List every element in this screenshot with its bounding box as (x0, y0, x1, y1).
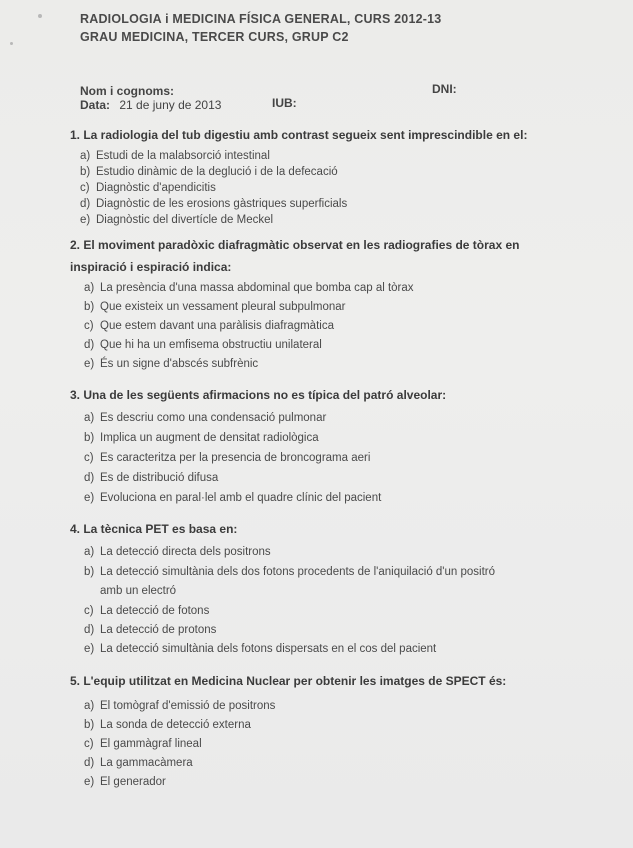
option-letter: a) (80, 150, 91, 162)
option-text: La detecció simultània dels dos fotons procedents de l'aniquilació d'un positró (100, 566, 495, 578)
option-4c (84, 605, 209, 617)
option-text: La detecció directa dels positrons (100, 546, 271, 558)
option-1c (80, 182, 216, 194)
dni-label: DNI: (432, 82, 457, 96)
option-letter: e) (84, 492, 95, 504)
option-letter: d) (80, 198, 91, 210)
option-text: Que estem davant una paràlisis diafragmàtica (100, 320, 334, 332)
option-letter: d) (84, 472, 95, 484)
option-2e (84, 358, 258, 370)
option-letter: e) (84, 358, 95, 370)
option-letter: d) (84, 757, 95, 769)
option-letter: b) (80, 166, 91, 178)
option-text: Diagnòstic del divertícle de Meckel (96, 214, 274, 226)
option-letter: c) (84, 605, 94, 617)
option-text: El tomògraf d'emissió de positrons (100, 700, 276, 712)
option-text: Es caracteritza per la presencia de broncograma aeri (100, 452, 371, 464)
option-letter: c) (84, 738, 94, 750)
question-2-line1: 2. El moviment paradòxic diafragmàtic observat en les radiografies de tòrax en (70, 238, 520, 252)
option-letter: d) (84, 339, 95, 351)
option-text: La sonda de detecció externa (100, 719, 251, 731)
option-5a (84, 700, 275, 712)
question-4: 4. La tècnica PET es basa en: (70, 522, 238, 536)
option-4b-continuation: amb un electró (100, 585, 177, 597)
option-4b (84, 566, 495, 578)
option-text: Es de distribució difusa (100, 472, 219, 484)
option-text: Es descriu como una condensació pulmonar (100, 412, 327, 424)
option-1e (80, 214, 273, 226)
option-text: La detecció de fotons (100, 605, 210, 617)
option-3a (84, 412, 326, 424)
option-3c (84, 452, 370, 464)
option-text: Estudi de la malabsorció intestinal (96, 150, 270, 162)
option-3b (84, 432, 319, 444)
option-letter: b) (84, 432, 95, 444)
paper-speck (10, 42, 13, 45)
option-text: Que hi ha un emfisema obstructiu unilateral (100, 339, 322, 351)
question-5: 5. L'equip utilitzat en Medicina Nuclear per obtenir les imatges de SPECT és: (70, 674, 507, 688)
option-letter: a) (84, 282, 95, 294)
option-5b (84, 719, 251, 731)
option-text: El gammàgraf lineal (100, 738, 202, 750)
option-2b (84, 301, 345, 313)
date-value: 21 de juny de 2013 (119, 98, 222, 112)
option-text: És un signe d'abscés subfrènic (100, 358, 259, 370)
paper-speck (38, 14, 42, 18)
option-text: La gammacàmera (100, 757, 193, 769)
date-label: Data: (80, 98, 111, 112)
option-4e (84, 643, 436, 655)
option-text: Evoluciona en paral·lel amb el quadre clínic del pacient (100, 492, 382, 504)
option-letter: a) (84, 700, 95, 712)
option-text: Diagnòstic de les erosions gàstriques superficials (96, 198, 348, 210)
option-letter: e) (80, 214, 91, 226)
option-5e (84, 776, 166, 788)
option-text: La detecció de protons (100, 624, 217, 636)
option-letter: b) (84, 719, 95, 731)
option-letter: c) (84, 320, 94, 332)
iub-label: IUB: (272, 96, 297, 110)
option-text: Estudio dinàmic de la deglució i de la defecació (96, 166, 338, 178)
question-3: 3. Una de les següents afirmacions no es típica del patró alveolar: (70, 388, 447, 402)
option-text: La presència d'una massa abdominal que bomba cap al tòrax (100, 282, 414, 294)
option-4d (84, 624, 216, 636)
option-letter: e) (84, 776, 95, 788)
option-2c (84, 320, 334, 332)
option-letter: c) (84, 452, 94, 464)
option-text: La detecció simultània dels fotons dispersats en el cos del pacient (100, 643, 437, 655)
option-letter: e) (84, 643, 95, 655)
option-1a (80, 150, 270, 162)
option-2a (84, 282, 414, 294)
option-letter: a) (84, 546, 95, 558)
option-text: Implica un augment de densitat radiològica (100, 432, 319, 444)
date-field (80, 98, 221, 112)
option-text: Que existeix un vessament pleural subpulmonar (100, 301, 346, 313)
question-1: 1. La radiologia del tub digestiu amb contrast segueix sent imprescindible en el: (70, 128, 528, 142)
course-subtitle: GRAU MEDICINA, TERCER CURS, GRUP C2 (80, 30, 349, 44)
option-letter: d) (84, 624, 95, 636)
option-5c (84, 738, 202, 750)
name-label: Nom i cognoms: (80, 84, 175, 98)
option-text: Diagnòstic d'apendicitis (96, 182, 216, 194)
option-1d (80, 198, 347, 210)
course-title: RADIOLOGIA i MEDICINA FÍSICA GENERAL, CURS 2012-13 (80, 12, 442, 26)
option-1b (80, 166, 338, 178)
option-letter: b) (84, 566, 95, 578)
question-2-line2: inspiració i espiració indica: (70, 260, 232, 274)
option-text: El generador (100, 776, 166, 788)
option-letter: b) (84, 301, 95, 313)
option-letter: a) (84, 412, 95, 424)
option-3e (84, 492, 381, 504)
option-5d (84, 757, 193, 769)
option-2d (84, 339, 322, 351)
option-4a (84, 546, 271, 558)
option-3d (84, 472, 218, 484)
option-letter: c) (80, 182, 90, 194)
